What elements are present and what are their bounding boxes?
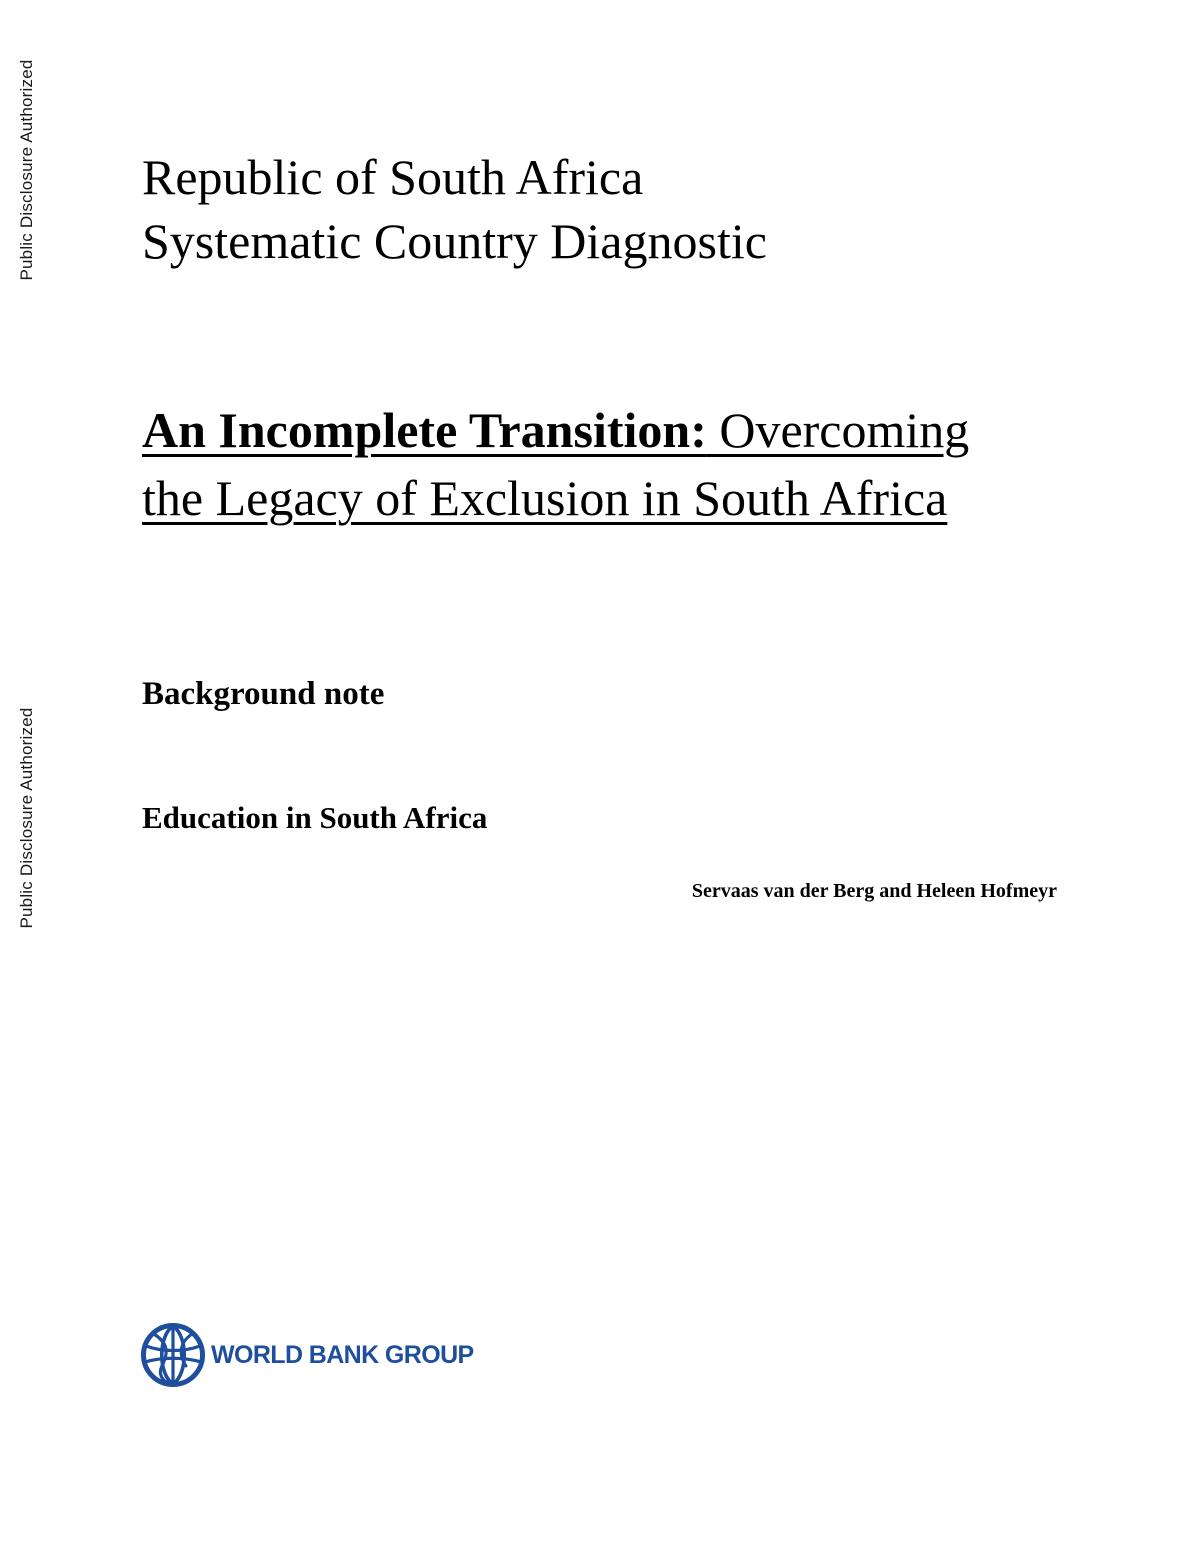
note-label: Background note bbox=[142, 676, 385, 712]
logo-wordmark: WORLD BANK GROUP bbox=[211, 1340, 474, 1369]
topic-heading: Education in South Africa bbox=[142, 800, 488, 835]
globe-icon bbox=[140, 1322, 206, 1388]
world-bank-group-logo bbox=[140, 1322, 474, 1388]
report-title-country: Republic of South Africa bbox=[142, 149, 644, 205]
watermark-text: Public Disclosure Authorized bbox=[17, 59, 36, 281]
main-title-line-1 bbox=[142, 396, 1082, 464]
main-title-rest: Overcoming bbox=[706, 402, 970, 458]
report-title-series: Systematic Country Diagnostic bbox=[142, 213, 767, 269]
main-title bbox=[142, 396, 1082, 532]
watermark-text: Public Disclosure Authorized bbox=[17, 707, 36, 929]
main-title-line-2: the Legacy of Exclusion in South Africa bbox=[142, 470, 948, 526]
main-title-bold: An Incomplete Transition: bbox=[142, 402, 707, 458]
report-title bbox=[142, 145, 767, 273]
authors: Servaas van der Berg and Heleen Hofmeyr bbox=[691, 880, 1057, 902]
